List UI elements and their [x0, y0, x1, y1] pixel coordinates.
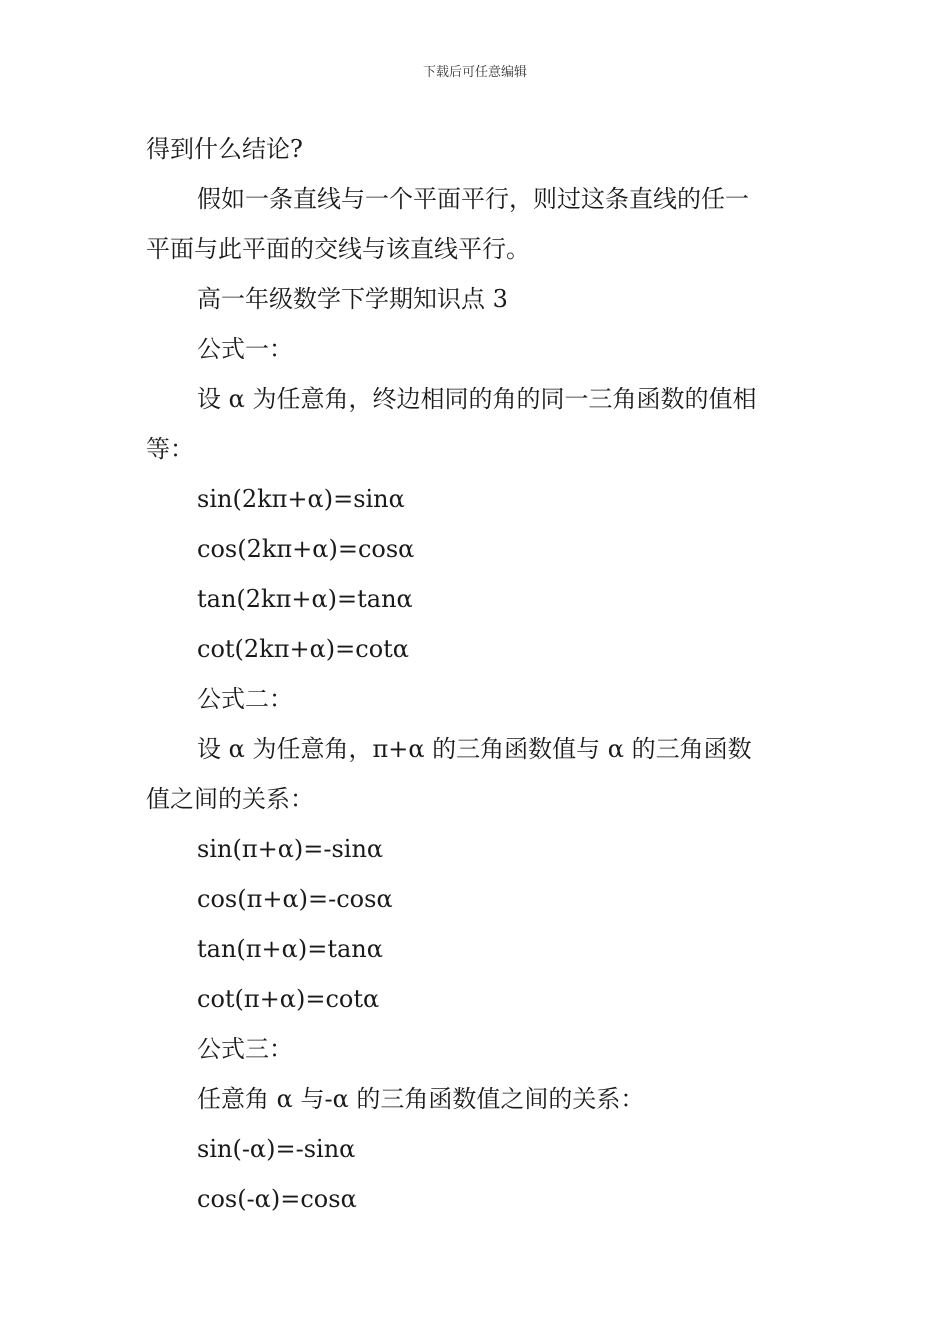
text-line: 得到什么结论?: [146, 135, 303, 163]
text-line: 平面与此平面的交线与该直线平行。: [146, 235, 530, 263]
section-heading: 高一年级数学下学期知识点 3: [197, 285, 508, 313]
formula-line: cot(π+α)=cotα: [197, 985, 380, 1013]
formula-line: cos(-α)=cosα: [197, 1185, 357, 1213]
text-line: 等：: [146, 435, 194, 463]
formula-line: sin(-α)=-sinα: [197, 1135, 356, 1163]
formula-line: cot(2kπ+α)=cotα: [197, 635, 410, 663]
page-header: 下载后可任意编辑: [422, 65, 527, 80]
formula-line: cos(2kπ+α)=cosα: [197, 535, 415, 563]
formula-heading: 公式二：: [197, 685, 293, 713]
document-body: [146, 124, 810, 1224]
formula-heading: 公式三：: [197, 1035, 293, 1063]
text-line: 假如一条直线与一个平面平行，则过这条直线的任一: [197, 185, 749, 213]
formula-line: tan(2kπ+α)=tanα: [197, 585, 413, 613]
text-line: 设 α 为任意角，π+α 的三角函数值与 α 的三角函数: [197, 735, 752, 763]
formula-heading: 公式一：: [197, 335, 293, 363]
formula-line: tan(π+α)=tanα: [197, 935, 383, 963]
formula-line: sin(π+α)=-sinα: [197, 835, 384, 863]
formula-line: sin(2kπ+α)=sinα: [197, 485, 405, 513]
formula-line: cos(π+α)=-cosα: [197, 885, 393, 913]
text-line: 任意角 α 与-α 的三角函数值之间的关系：: [197, 1085, 645, 1113]
text-line: 值之间的关系：: [146, 785, 314, 813]
text-line: 设 α 为任意角，终边相同的角的同一三角函数的值相: [197, 385, 757, 413]
